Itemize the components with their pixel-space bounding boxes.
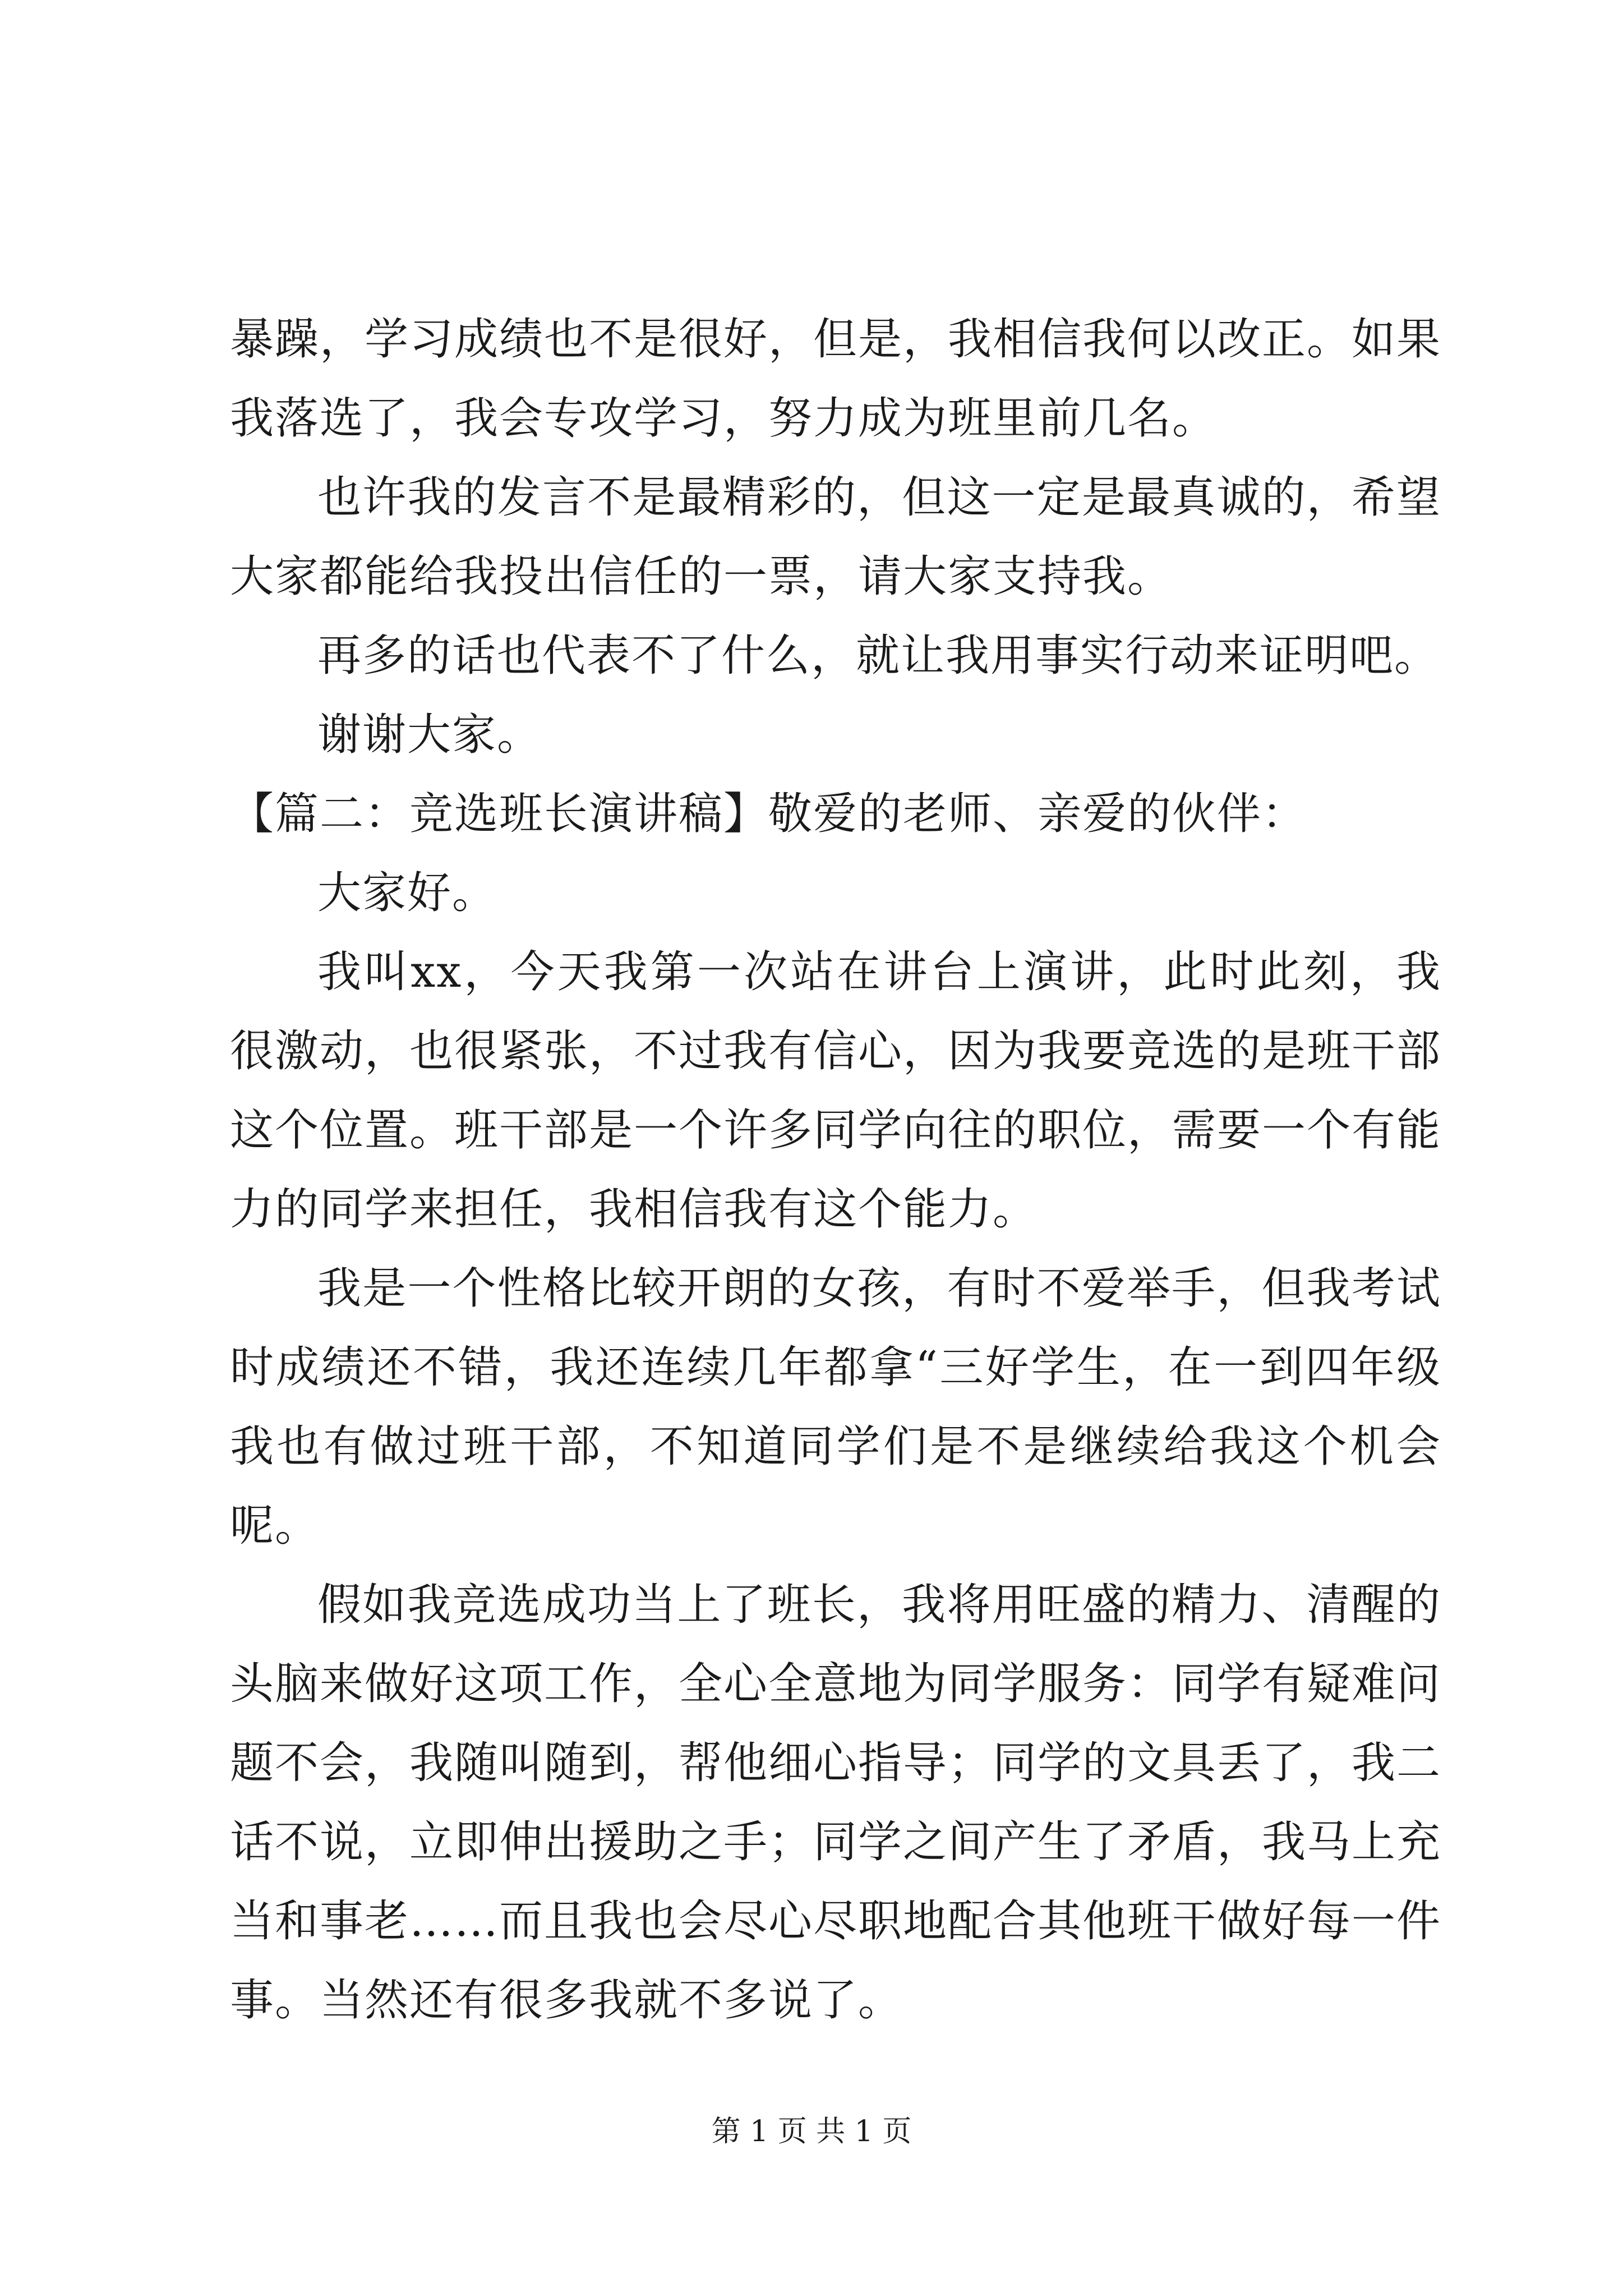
paragraph: 我叫xx，今天我第一次站在讲台上演讲，此时此刻，我很激动，也很紧张，不过我有信心，因为我要竞选的是班干部这个位置。班干部是一个许多同学向往的职位，需要一个有能力的同学来担任，我相信我有这个能力。 (230, 947, 1442, 1235)
paragraph: 再多的话也代表不了什么，就让我用事实行动来证明吧。 (317, 631, 1440, 681)
paragraph-continuation: 暴躁，学习成绩也不是很好，但是，我相信我何以改正。如果我落选了，我会专攻学习，努力成为班里前几名。 (230, 314, 1442, 444)
paragraph: 我是一个性格比较开朗的女孩，有时不爱举手，但我考试时成绩还不错，我还连续几年都拿“三好学生，在一到四年级我也有做过班干部，不知道同学们是不是继续给我这个机会呢。 (230, 1263, 1441, 1551)
paragraph: 也许我的发言不是最精彩的，但这一定是最真诚的，希望大家都能给我投出信任的一票，请大家支持我。 (230, 472, 1441, 602)
page-number-footer: 第 1 页 共 1 页 (711, 2115, 912, 2148)
document-body (230, 300, 1441, 2040)
paragraph: 大家好。 (317, 868, 497, 918)
paragraph: 谢谢大家。 (317, 710, 542, 760)
section-heading: 【篇二：竞选班长演讲稿】敬爱的老师、亲爱的伙伴： (230, 789, 1307, 839)
paragraph: 假如我竞选成功当上了班长，我将用旺盛的精力、清醒的头脑来做好这项工作，全心全意地为同学服务：同学有疑难问题不会，我随叫随到，帮他细心指导；同学的文具丢了，我二话不说，立即伸出援助之手；同学之间产生了矛盾，我马上充当和事老……而且我也会尽心尽职地配合其他班干做好每一件事。当然还有很多我就不多说了。 (230, 1580, 1442, 2026)
